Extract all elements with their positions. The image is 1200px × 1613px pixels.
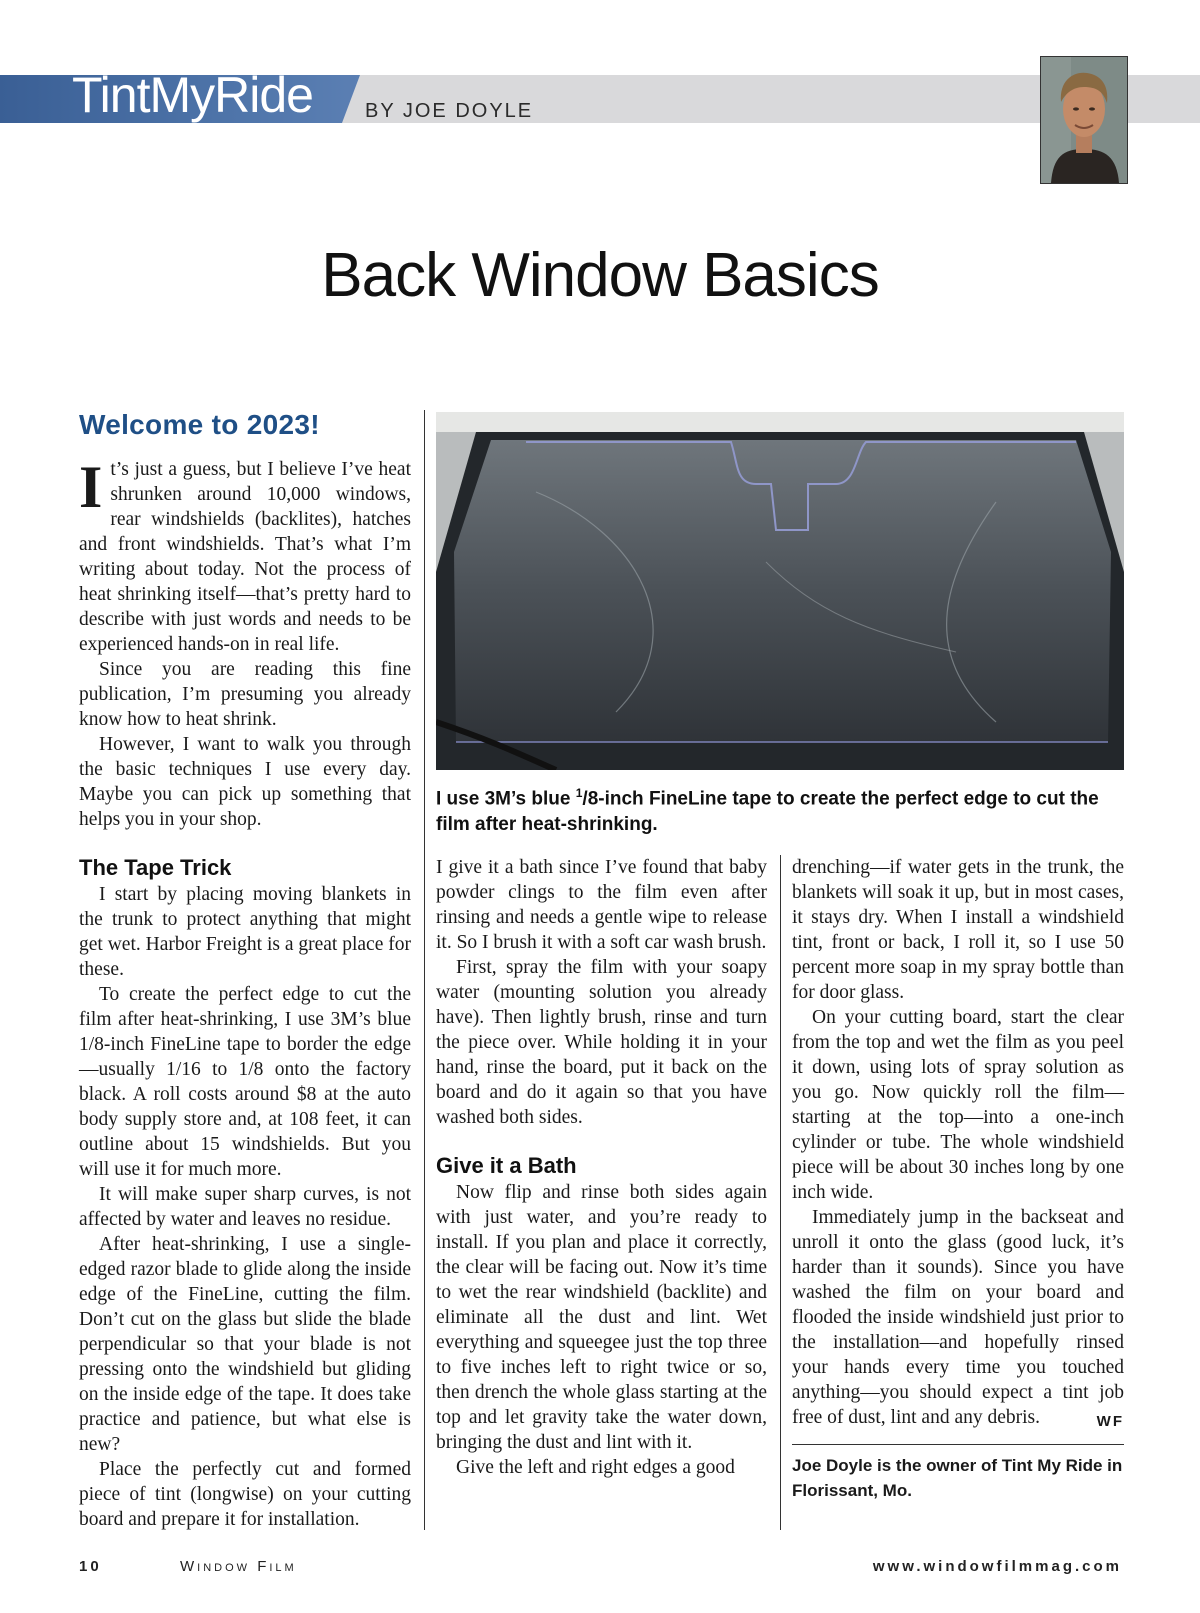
brand-logo: TintMyRide [72,67,313,123]
magazine-name: Window Film [180,1558,297,1575]
col3-paragraph-2: On your cutting board, start the clear from the top and wet the film as you peel it down, using lots of spray solution as you go. Now quickly roll the film—starting at the top—into a one-inch cylinder or tube. The whole windshield piece will be about 30 inches long by one inch wide. [792,1007,1124,1203]
bath-paragraph-2: Give the left and right edges a good [456,1457,735,1478]
column-divider-1 [424,410,425,1530]
author-bio: Joe Doyle is the owner of Tint My Ride in Florissant, Mo. [792,1456,1123,1500]
bath-paragraph-1: Now flip and rinse both sides again with just water, and you’re ready to install. If you plan and place it correctly, the clear will be facing out. Now it’s time to wet the rear windshield (backlite) and eliminate all the dust and lint. Wet everything and squeegee just the top three to five inches left to right twice or so, then drench the whole glass starting at the top and let gravity take the water down, bringing the dust and lint with it. [436,1182,767,1453]
column-3 [792,855,1124,1503]
windshield-photo [436,412,1124,770]
end-mark: WF [1096,1413,1124,1430]
byline: BY JOE DOYLE [365,100,534,122]
tape-paragraph-1: I start by placing moving blankets in the trunk to protect anything that might get wet. Harbor Freight is a great place for these. [79,884,411,980]
tape-paragraph-5: Place the perfectly cut and formed piece of tint (longwise) on your cutting board and prepare it for installation. [79,1459,411,1530]
author-photo [1040,56,1128,184]
photo-caption: I use 3M’s blue $^1$/8-inch FineLine tape to create the perfect edge to cut the film after heat-shrinking. [436,786,1099,836]
tape-paragraph-2: To create the perfect edge to cut the film after heat-shrinking, I use 3M’s blue 1/8-inch FineLine tape to border the edge—usually 1/16 to 1/8 onto the factory black. A roll costs around $8 at the auto body supply store and, at 108 feet, it can outline about 15 windshields. But you will use it for much more. [79,984,411,1180]
tape-paragraph-3: It will make super sharp curves, is not affected by water and leaves no residue. [79,1184,411,1230]
bio-divider [792,1444,1124,1445]
page-number: 10 [79,1558,102,1575]
col2-paragraph-1: I give it a bath since I’ve found that baby powder clings to the film even after rinsing and needs a gentle wipe to release it. So I brush it with a soft car wash brush. [436,857,767,953]
intro-paragraph-2: Since you are reading this fine publication, I’m presuming you already know how to heat shrink. [79,659,411,730]
author-portrait-image [1041,57,1127,183]
intro-paragraph-1: It’s just a guess, but I believe I’ve heat shrunken around 10,000 windows, rear windshields (backlites), hatches and front windshields. That’s what I’m writing about today. Not the process of heat shrinking itself—that’s pretty hard to describe with just words and needs to be experienced hands-on in real life. [79,454,411,655]
column-1 [79,409,411,1532]
col2-paragraph-2: First, spray the film with your soapy water (mounting solution you already have). Then lightly brush, rinse and turn the piece over. While holding it in your hand, rinse the board, put it back on the board and do it again so that you have washed both sides. [436,957,767,1128]
drop-cap: I [79,454,103,520]
welcome-heading: Welcome to 2023! [79,409,320,440]
article-title: Back Window Basics [321,241,879,310]
magazine-url: www.windowfilmmag.com [872,1558,1122,1575]
tape-trick-heading: The Tape Trick [79,855,232,880]
column-divider-2 [780,855,781,1530]
column-2 [436,855,767,1480]
col3-paragraph-3: Immediately jump in the backseat and unroll it onto the glass (good luck, it’s harder than it sounds). Since you have washed the film on your board and flooded the inside windshield just prior to the installation—and hopefully rinsed your hands every time you touched anything—you should expect a tint job free of dust, lint and any debris. WF [792,1205,1124,1430]
col3-paragraph-1: drenching—if water gets in the trunk, the blankets will soak it up, but in most cases, it stays dry. When I install a windshield tint, front or back, I roll it, so I use 50 percent more soap in my spray bottle than for door glass. [792,857,1124,1003]
bath-heading: Give it a Bath [436,1153,577,1178]
tape-paragraph-4: After heat-shrinking, I use a single-edged razor blade to glide along the inside edge of the FineLine, cutting the film. Don’t cut on the glass but slide the blade perpendicular so that your blade is not pressing onto the windshield but gliding on the inside edge of the tape. It does take practice and patience, but what else is new? [79,1234,411,1455]
intro-paragraph-3: However, I want to walk you through the basic techniques I use every day. Maybe you can pick up something that helps you in your shop. [79,734,411,830]
